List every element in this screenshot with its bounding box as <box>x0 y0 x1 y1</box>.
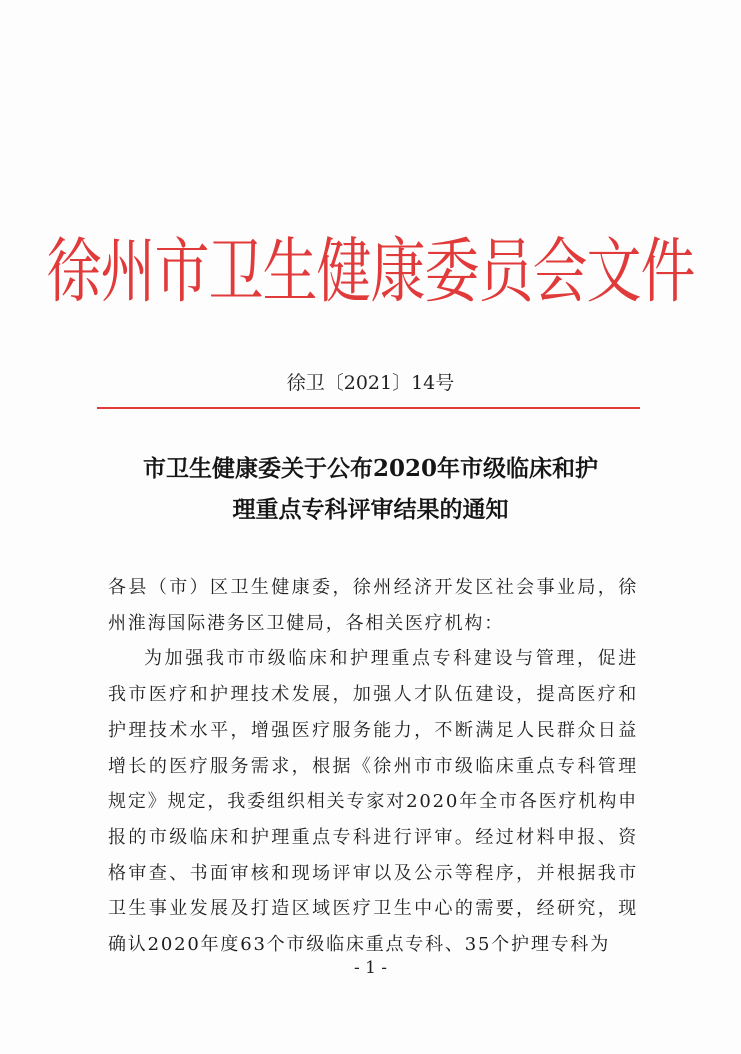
document-body <box>108 570 638 963</box>
addressee-paragraph: 各县（市）区卫生健康委，徐州经济开发区社会事业局，徐州淮海国际港务区卫健局，各相关医疗机构： <box>108 577 638 634</box>
org-header-title: 徐州市卫生健康委员会文件 <box>46 230 695 313</box>
document-number: 徐卫〔2021〕14号 <box>286 372 455 394</box>
red-divider-line <box>97 407 640 409</box>
page-number: - 1 - <box>353 958 388 978</box>
document-title <box>95 448 646 530</box>
body-paragraph-1: 为加强我市市级临床和护理重点专科建设与管理，促进我市医疗和护理技术发展，加强人才队伍建设，提高医疗和护理技术水平，增强医疗服务能力，不断满足人民群众日益增长的医疗服务需求，根据《徐州市市级临床重点专科管理规定》规定，我委组织相关专家对2020年全市各医疗机构申报的市级临床和护理重点专科进行评审。经过材料申报、资格审查、书面审核和现场评审以及公示等程序，并根据我市卫生事业发展及打造区域医疗卫生中心的需要，经研究，现确认2020年度63个市级临床重点专科、35个护理专科为 <box>108 648 638 956</box>
document-title-line-2: 理重点专科评审结果的通知 <box>232 496 509 523</box>
document-title-line-1: 市卫生健康委关于公布2020年市级临床和护 <box>142 455 598 482</box>
